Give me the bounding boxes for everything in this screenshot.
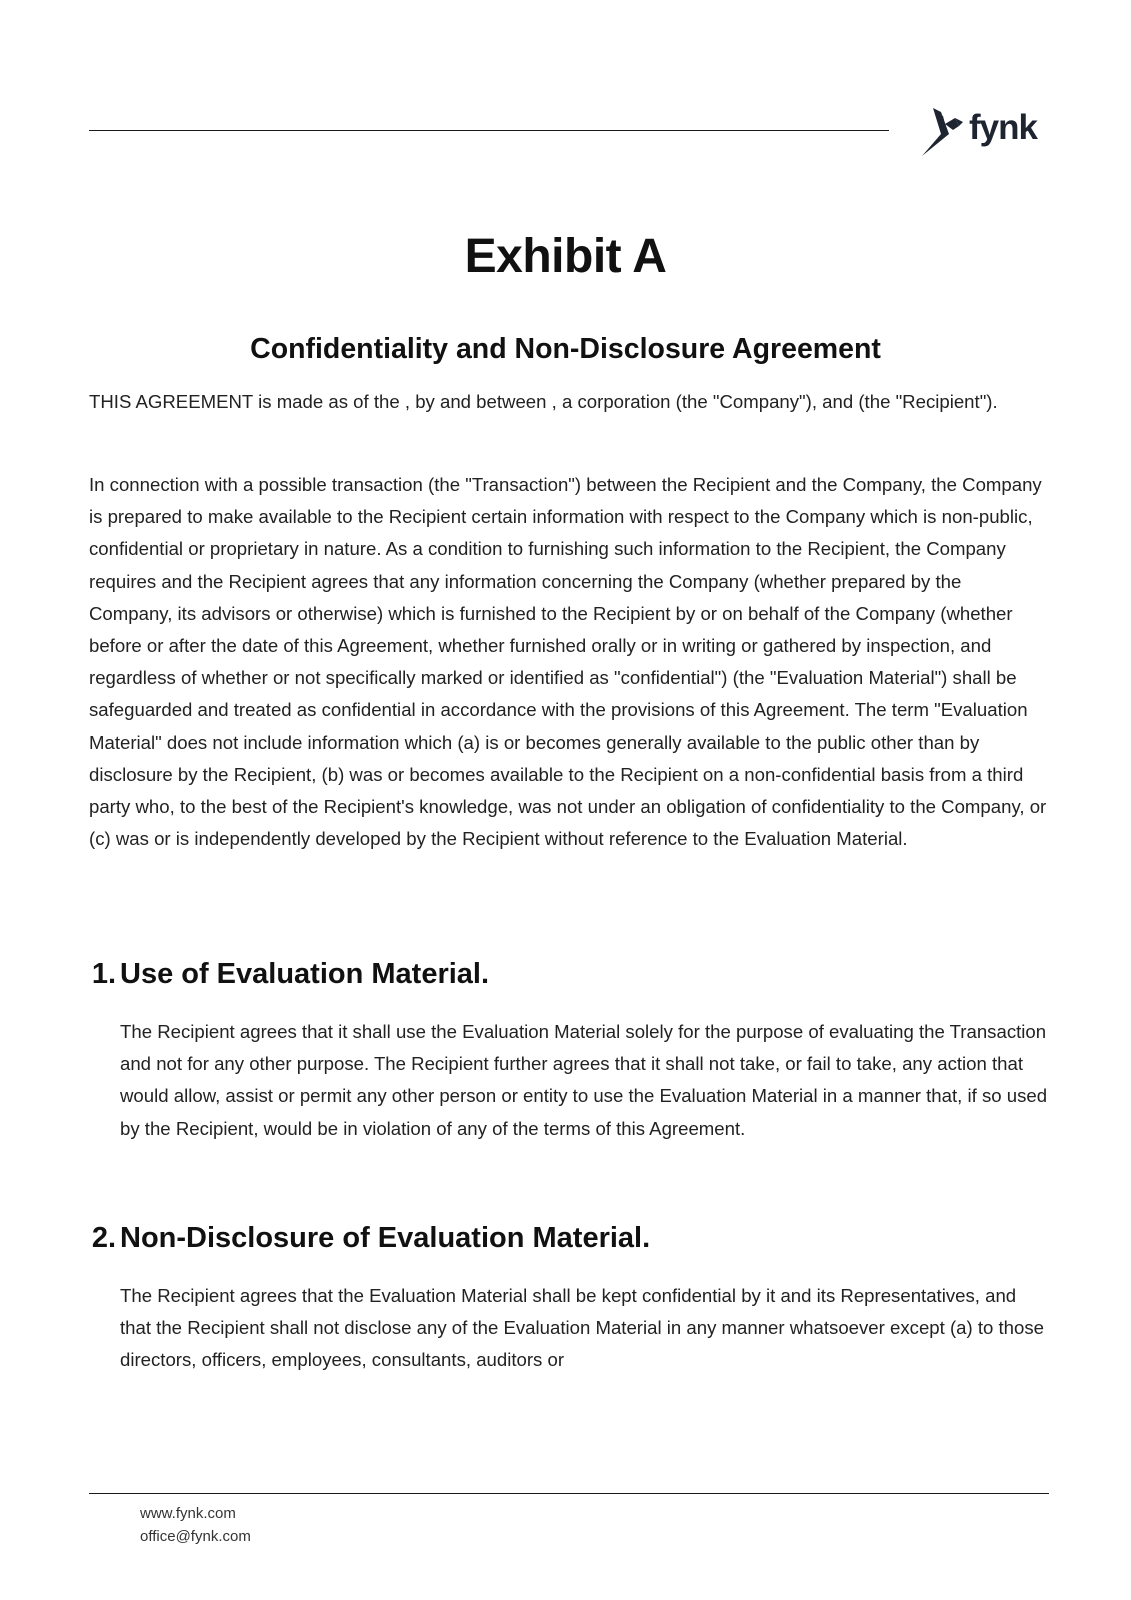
intro-paragraph-1-block bbox=[89, 386, 1049, 418]
section-body-2 bbox=[120, 1280, 1050, 1377]
section-heading-2 bbox=[85, 1222, 650, 1255]
bird-icon bbox=[919, 104, 967, 158]
footer bbox=[140, 1502, 251, 1548]
brand-name: fynk bbox=[969, 108, 1037, 147]
footer-website-link[interactable]: www.fynk.com bbox=[140, 1505, 236, 1522]
section-body-1 bbox=[120, 1016, 1050, 1145]
footer-divider bbox=[89, 1493, 1049, 1494]
section-number: 2. bbox=[91, 1222, 116, 1254]
section-paragraph: The Recipient agrees that the Evaluation Material shall be kept confidential by it and its Representatives, and that the Recipient shall not disclose any of the Evaluation Material in any manner whatsoever except (a) to those directors, officers, employees, consultants, auditors or bbox=[120, 1285, 1045, 1371]
header-divider bbox=[89, 130, 889, 131]
section-paragraph: The Recipient agrees that it shall use the Evaluation Material solely for the purpose of evaluating the Transaction and not for any other purpose. The Recipient further agrees that it shall not take, or fail to take, any action that would allow, assist or permit any other person or entity to use the Evaluation Material in a manner that, if so used by the Recipient, would be in violation of any of the terms of this Agreement. bbox=[120, 1021, 1048, 1139]
intro-paragraph: THIS AGREEMENT is made as of the , by and between , a corporation (the "Company"), and (the "Recipient"). bbox=[89, 391, 998, 412]
footer-email-link[interactable]: office@fynk.com bbox=[140, 1528, 251, 1545]
section-heading-1 bbox=[85, 958, 489, 991]
document-subtitle: Confidentiality and Non-Disclosure Agreement bbox=[250, 333, 881, 365]
section-title: Non-Disclosure of Evaluation Material. bbox=[120, 1222, 651, 1254]
intro-paragraph-2-block bbox=[89, 469, 1049, 855]
page-title: Exhibit A bbox=[464, 230, 667, 283]
section-title: Use of Evaluation Material. bbox=[120, 958, 490, 990]
brand-logo bbox=[919, 103, 1049, 159]
section-number: 1. bbox=[91, 958, 116, 990]
intro-paragraph: In connection with a possible transaction (the "Transaction") between the Recipient and the Company, the Company is prepared to make available to the Recipient certain information with respect to the Company which is non-public, confidential or proprietary in nature. As a condition to furnishing such information to the Recipient, the Company requires and the Recipient agrees that any information concerning the Company (whether prepared by the Company, its advisors or otherwise) which is furnished to the Recipient by or on behalf of the Company (whether before or after the date of this Agreement, whether furnished orally or in writing or gathered by inspection, and regardless of whether or not specifically marked or identified as "confidential") (the "Evaluation Material") shall be safeguarded and treated as confidential in accordance with the provisions of this Agreement. The term "Evaluation Material" does not include information which (a) is or becomes generally available to the public other than by disclosure by the Recipient, (b) was or becomes available to the Recipient on a non-confidential basis from a third party who, to the best of the Recipient's knowledge, was not under an obligation of confidentiality to the Company, or (c) was or is independently developed by the Recipient without reference to the Evaluation Material. bbox=[89, 474, 1047, 850]
